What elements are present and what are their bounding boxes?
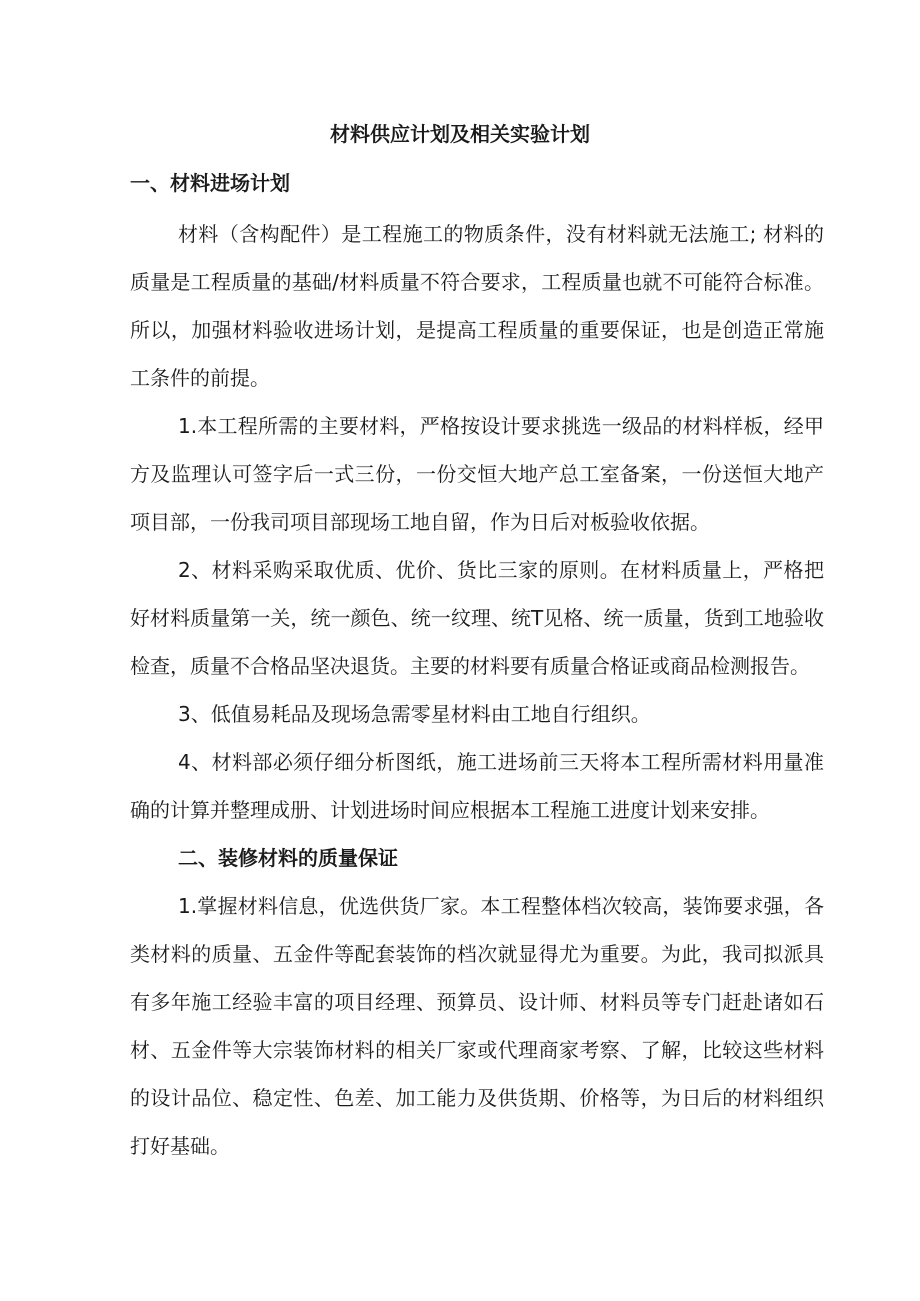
paragraph-item-4: 4、材料部必须仔细分析图纸，施工进场前三天将本工程所需材料用量准确的计算并整理成册、计划进场时间应根据本工程施工进度计划来安排。 — [130, 750, 824, 822]
document-title: 材料供应计划及相关实验计划 — [330, 122, 590, 146]
paragraph-intro: 材料（含构配件）是工程施工的物质条件，没有材料就无法施工; 材料的质量是工程质量的基础/材料质量不符合要求，工程质量也就不可能符合标准。所以，加强材料验收进场计划，是提高工程质量的重要保证，也是创造正常施工条件的前提。 — [130, 222, 824, 390]
section-heading-quality-assurance: 二、装修材料的质量保证 — [178, 846, 398, 870]
paragraph-item-3: 3、低值易耗品及现场急需零星材料由工地自行组织。 — [178, 702, 651, 726]
paragraph-quality-item-1: 1.掌握材料信息，优选供货厂家。本工程整体档次较高，装饰要求强，各类材料的质量、五金件等配套装饰的档次就显得尤为重要。为此，我司拟派具有多年施工经验丰富的项目经理、预算员、设计师、材料员等专门赶赴诸如石材、五金件等大宗装饰材料的相关厂家或代理商家考察、了解，比较这些材料的设计品位、稳定性、色差、加工能力及供货期、价格等，为日后的材料组织打好基础。 — [130, 894, 824, 1158]
paragraph-item-2: 2、材料采购采取优质、优价、货比三家的原则。在材料质量上，严格把好材料质量第一关，统一颜色、统一纹理、统T见格、统一质量，货到工地验收检查，质量不合格品坚决退货。主要的材料要有质量合格证或商品检测报告。 — [130, 558, 824, 678]
paragraph-item-1: 1.本工程所需的主要材料，严格按设计要求挑选一级品的材料样板，经甲方及监理认可签字后一式三份，一份交恒大地产总工室备案，一份送恒大地产项目部，一份我司项目部现场工地自留，作为日后对板验收依据。 — [130, 414, 824, 534]
section-heading-material-entry: 一、材料进场计划 — [130, 171, 290, 195]
